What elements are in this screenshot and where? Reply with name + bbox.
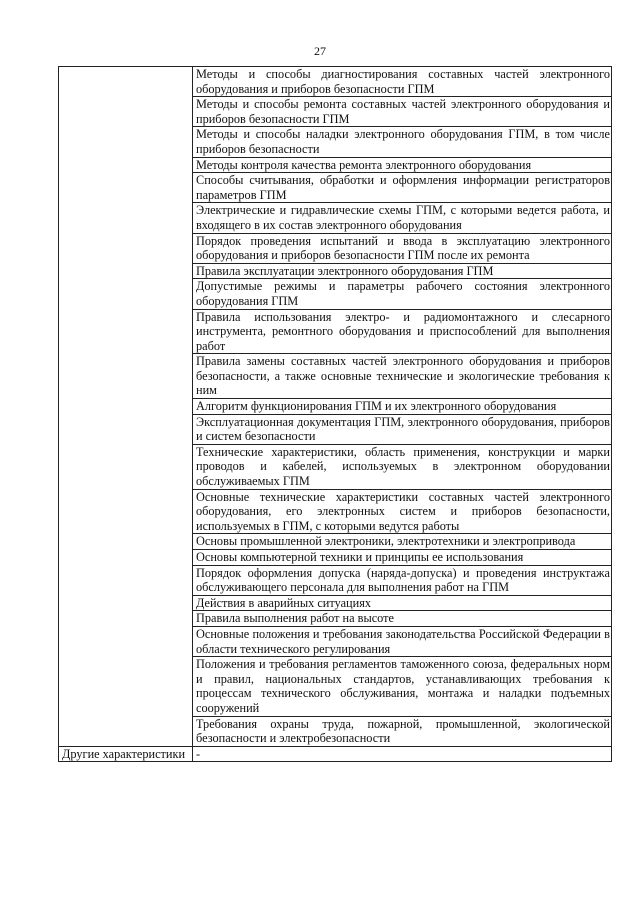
table-row — [59, 746, 612, 762]
page-number: 27 — [314, 44, 326, 58]
knowledge-item: Допустимые режимы и параметры рабочего состояния электронного оборудования ГПМ — [193, 279, 612, 309]
knowledge-item: Электрические и гидравлические схемы ГПМ, с которыми ведется работа, и входящего в их состав электронного оборудования — [193, 203, 612, 233]
knowledge-item: Действия в аварийных ситуациях — [193, 595, 612, 611]
knowledge-item: Методы и способы диагностирования составных частей электронного оборудования и приборов безопасности ГПМ — [193, 67, 612, 97]
knowledge-item: Правила выполнения работ на высоте — [193, 611, 612, 627]
empty-label-cell — [59, 67, 193, 747]
table-row — [59, 67, 612, 97]
knowledge-item: Правила эксплуатации электронного оборудования ГПМ — [193, 263, 612, 279]
knowledge-item: Технические характеристики, область применения, конструкции и марки проводов и кабелей, используемых в электронном оборудовании обслуживаемых ГПМ — [193, 444, 612, 489]
knowledge-item: Положения и требования регламентов таможенного союза, федеральных норм и правил, национальных стандартов, устанавливающих требования к процессам технического обслуживания, монтажа и наладки подъемных сооружений — [193, 657, 612, 716]
knowledge-item: Алгоритм функционирования ГПМ и их электронного оборудования — [193, 399, 612, 415]
knowledge-item: Эксплуатационная документация ГПМ, электронного оборудования, приборов и систем безопасности — [193, 414, 612, 444]
knowledge-item: Основные технические характеристики составных частей электронного оборудования, его электронных систем и приборов безопасности, используемых в ГПМ, с которыми ведутся работы — [193, 489, 612, 534]
knowledge-item: Порядок оформления допуска (наряда-допуска) и проведения инструктажа обслуживающего персонала для выполнения работ на ГПМ — [193, 565, 612, 595]
other-characteristics-value: - — [193, 746, 612, 762]
knowledge-item: Методы и способы наладки электронного оборудования ГПМ, в том числе приборов безопасности — [193, 127, 612, 157]
knowledge-item: Основы промышленной электроники, электротехники и электропривода — [193, 534, 612, 550]
knowledge-item: Порядок проведения испытаний и ввода в эксплуатацию электронного оборудования и приборов безопасности ГПМ после их ремонта — [193, 233, 612, 263]
knowledge-item: Правила использования электро- и радиомонтажного и слесарного инструмента, ремонтного оборудования и приспособлений для выполнения работ — [193, 309, 612, 354]
other-characteristics-label: Другие характеристики — [59, 746, 193, 762]
knowledge-item: Основные положения и требования законодательства Российской Федерации в области технического регулирования — [193, 626, 612, 656]
knowledge-item: Методы контроля качества ремонта электронного оборудования — [193, 157, 612, 173]
knowledge-table — [58, 66, 612, 762]
knowledge-item: Методы и способы ремонта составных частей электронного оборудования и приборов безопасности ГПМ — [193, 97, 612, 127]
knowledge-item: Требования охраны труда, пожарной, промышленной, экологической безопасности и электробезопасности — [193, 716, 612, 746]
knowledge-item: Основы компьютерной техники и принципы ее использования — [193, 550, 612, 566]
knowledge-item: Способы считывания, обработки и оформления информации регистраторов параметров ГПМ — [193, 173, 612, 203]
knowledge-item: Правила замены составных частей электронного оборудования и приборов безопасности, а также основные технические и экологические требования к ним — [193, 354, 612, 399]
